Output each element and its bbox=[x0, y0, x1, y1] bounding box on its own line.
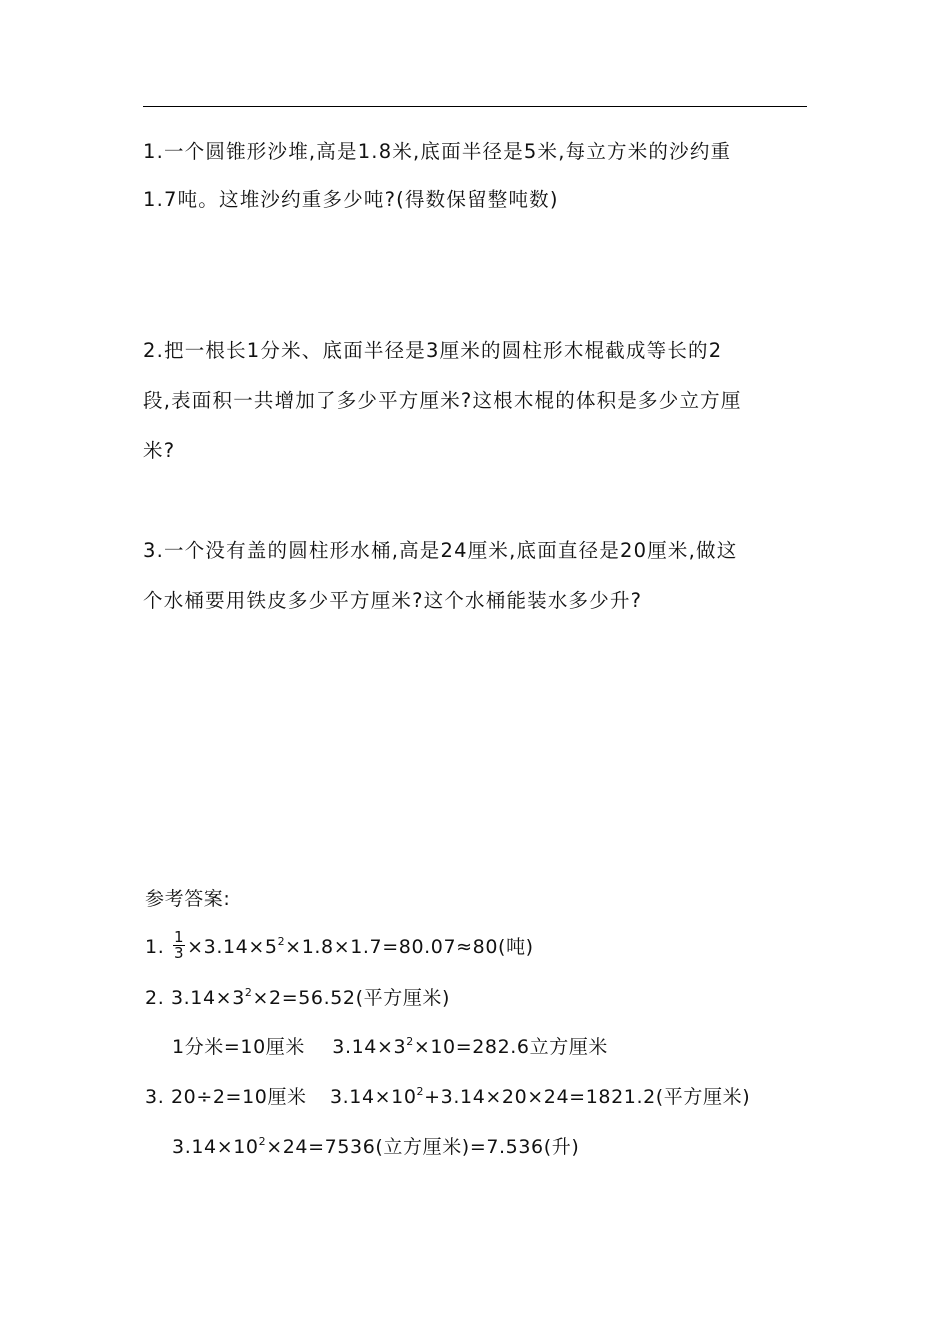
answer-1-exponent: 2 bbox=[277, 935, 286, 948]
answer-1 bbox=[145, 928, 534, 963]
question-1-line-2: 1.7吨。这堆沙约重多少吨?(得数保留整吨数) bbox=[143, 188, 559, 211]
answer-3-part-2: +3.14×20×24=1821.2(平方厘米) bbox=[424, 1086, 751, 1108]
answer-2-exponent: 2 bbox=[244, 986, 253, 999]
answer-3b-part-2: ×24=7536(立方厘米)=7.536(升) bbox=[266, 1136, 580, 1158]
answer-3 bbox=[145, 1084, 750, 1110]
answer-3-exponent: 2 bbox=[416, 1085, 425, 1098]
answer-1-part-1: ×3.14×5 bbox=[187, 936, 278, 958]
answer-2b-part-2: ×10=282.6立方厘米 bbox=[413, 1036, 609, 1058]
question-1-line-1: 1.一个圆锥形沙堆,高是1.8米,底面半径是5米,每立方米的沙约重 bbox=[143, 140, 732, 163]
answer-2 bbox=[145, 985, 450, 1011]
answer-2b-conversion: 1分米=10厘米 bbox=[172, 1036, 305, 1058]
answer-3-part-1: 3.14×10 bbox=[329, 1086, 417, 1108]
question-2-line-3: 米? bbox=[143, 439, 176, 462]
answer-2-part-2: ×2=56.52(平方厘米) bbox=[252, 987, 451, 1009]
answer-2-number: 2. bbox=[145, 987, 165, 1009]
fraction-one-third bbox=[173, 930, 185, 961]
question-2-line-1: 2.把一根长1分米、底面半径是3厘米的圆柱形木棍截成等长的2 bbox=[143, 339, 723, 362]
answer-1-number: 1. bbox=[145, 936, 165, 958]
question-3-line-1: 3.一个没有盖的圆柱形水桶,高是24厘米,底面直径是20厘米,做这 bbox=[143, 539, 738, 562]
answer-3-number: 3. bbox=[145, 1086, 165, 1108]
answer-2b-exponent: 2 bbox=[406, 1035, 414, 1048]
question-3-line-2: 个水桶要用铁皮多少平方厘米?这个水桶能装水多少升? bbox=[143, 589, 643, 612]
answers-heading: 参考答案: bbox=[145, 888, 231, 910]
answer-3-line-2 bbox=[172, 1134, 579, 1160]
fraction-numerator: 1 bbox=[173, 928, 185, 946]
answer-3b-part-1: 3.14×10 bbox=[172, 1136, 259, 1158]
answer-2b-part-1: 3.14×3 bbox=[332, 1036, 407, 1058]
answer-2-part-1: 3.14×3 bbox=[170, 987, 245, 1009]
answer-2-line-2 bbox=[172, 1034, 608, 1060]
answer-1-part-2: ×1.8×1.7=80.07≈80(吨) bbox=[285, 936, 534, 958]
question-2-line-2: 段,表面积一共增加了多少平方厘米?这根木棍的体积是多少立方厘 bbox=[143, 389, 742, 412]
header-rule bbox=[143, 106, 807, 107]
answer-3b-exponent: 2 bbox=[258, 1135, 267, 1148]
answer-3-radius: 20÷2=10厘米 bbox=[170, 1086, 307, 1108]
fraction-denominator: 3 bbox=[173, 944, 185, 962]
